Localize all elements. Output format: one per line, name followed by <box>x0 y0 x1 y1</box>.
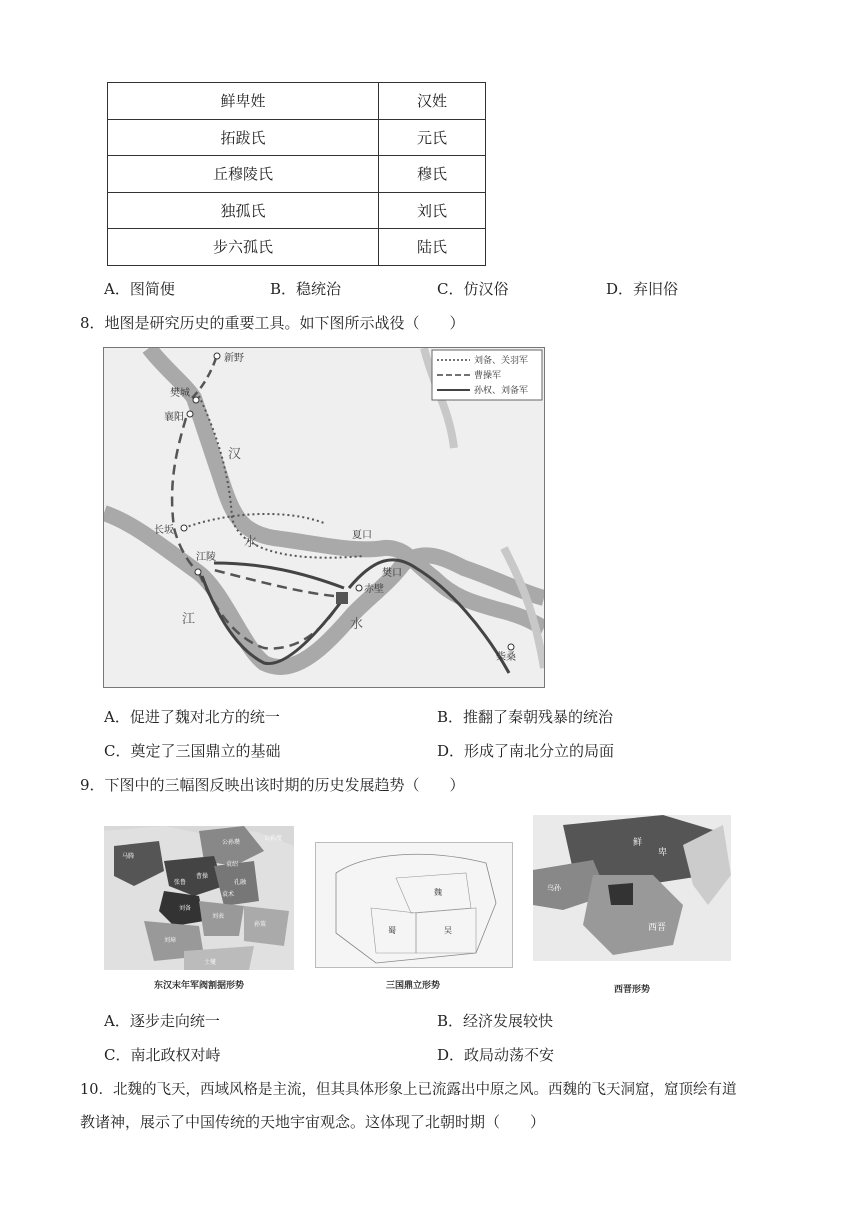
table-row <box>108 229 486 266</box>
q9-option-c[interactable]: C．南北政权对峙 <box>104 1046 221 1064</box>
table-header-cell: 汉姓 <box>379 83 486 120</box>
region-label: 孔融 <box>234 879 247 886</box>
place-label: 新野 <box>224 353 244 364</box>
region-label: 袁绍 <box>226 861 239 868</box>
legend-item: 曹操军 <box>474 371 502 381</box>
q8-option-a[interactable]: A．促进了魏对北方的统一 <box>104 708 280 726</box>
place-label: 长坂 <box>154 525 174 536</box>
region-label: 士燮 <box>204 959 217 966</box>
q7-option-b[interactable]: B．稳统治 <box>270 280 342 298</box>
q9-option-d[interactable]: D．政局动荡不安 <box>437 1046 555 1064</box>
map-caption: 西晋形势 <box>613 985 650 995</box>
legend-item: 刘备、关羽军 <box>474 356 529 366</box>
table-row <box>108 119 486 156</box>
kingdom-label: 吴 <box>444 926 452 935</box>
q10-stem-line2: 教诸神，展示了中国传统的天地宇宙观念。这体现了北朝时期（ ） <box>80 1113 546 1131</box>
battle-map-svg <box>104 348 544 687</box>
river-label: 水 <box>244 535 258 550</box>
table-cell: 拓跋氏 <box>108 119 379 156</box>
table-cell: 刘氏 <box>379 192 486 229</box>
table-cell: 丘穆陵氏 <box>108 156 379 193</box>
surname-table <box>107 82 486 266</box>
place-label: 樊口 <box>382 568 402 579</box>
q10-stem-line1: 10．北魏的飞天，西域风格是主流，但其具体形象上已流露出中原之风。西魏的飞天洞窟，窟顶绘有道 <box>80 1082 737 1098</box>
q9-option-b[interactable]: B．经济发展较快 <box>437 1012 554 1030</box>
place-label: 江陵 <box>196 552 216 563</box>
western-jin-map <box>533 815 731 961</box>
legend-item: 孙权、刘备军 <box>474 386 529 396</box>
region-label: 鲜 <box>633 838 643 848</box>
q9-option-a[interactable]: A．逐步走向统一 <box>104 1012 220 1030</box>
q8-option-d[interactable]: D．形成了南北分立的局面 <box>437 742 615 760</box>
table-cell: 步六孤氏 <box>108 229 379 266</box>
region-label: 刘璋 <box>164 937 177 944</box>
region-label: 袁术 <box>222 891 235 898</box>
table-row <box>108 192 486 229</box>
battle-icon <box>336 592 348 604</box>
table-cell: 独孤氏 <box>108 192 379 229</box>
place-label: 樊城 <box>170 388 190 399</box>
q7-option-d[interactable]: D．弃旧俗 <box>606 280 679 298</box>
table-cell: 陆氏 <box>379 229 486 266</box>
table-cell: 穆氏 <box>379 156 486 193</box>
river-label: 江 <box>182 612 196 627</box>
kingdom-label: 蜀 <box>388 926 396 935</box>
q8-stem: 8．地图是研究历史的重要工具。如下图所示战役（ ） <box>80 314 465 332</box>
region-label: 乌孙 <box>547 884 561 892</box>
region-label: 张鲁 <box>174 879 187 886</box>
q7-option-c[interactable]: C．仿汉俗 <box>437 280 509 298</box>
q8-option-c[interactable]: C．奠定了三国鼎立的基础 <box>104 742 281 760</box>
three-kingdoms-map <box>315 842 513 968</box>
table-cell: 元氏 <box>379 119 486 156</box>
warlord-map <box>104 826 294 970</box>
region-label: 公孙度 <box>264 835 283 842</box>
region-label: 刘表 <box>212 913 225 920</box>
region-label: 刘备 <box>179 905 192 912</box>
region-label: 马腾 <box>122 853 135 860</box>
q7-option-a[interactable]: A．图简便 <box>104 280 175 298</box>
table-row <box>108 156 486 193</box>
region-label: 孙策 <box>254 921 267 928</box>
place-label: 柴桑 <box>496 652 516 663</box>
river-label: 水 <box>350 617 364 632</box>
place-label: 赤壁 <box>364 584 384 595</box>
region-label: 公孙瓒 <box>222 839 241 846</box>
cao-route <box>214 570 334 596</box>
yangtze-river <box>104 513 544 667</box>
region-label: 西晋 <box>648 923 667 933</box>
kingdom-label: 魏 <box>434 888 442 897</box>
table-header-row <box>108 83 486 120</box>
map-caption: 三国鼎立形势 <box>385 981 440 991</box>
battle-map <box>103 347 545 688</box>
map-caption: 东汉末年军阀割据形势 <box>153 981 244 991</box>
region-label: 卑 <box>658 848 668 858</box>
q9-stem: 9．下图中的三幅图反映出该时期的历史发展趋势（ ） <box>80 776 465 794</box>
q8-option-b[interactable]: B．推翻了秦朝残暴的统治 <box>437 708 614 726</box>
place-label: 夏口 <box>352 530 372 541</box>
table-header-cell: 鲜卑姓 <box>108 83 379 120</box>
river-label: 汉 <box>228 447 242 462</box>
place-label: 襄阳 <box>164 412 184 423</box>
region-label: 曹操 <box>196 873 209 880</box>
